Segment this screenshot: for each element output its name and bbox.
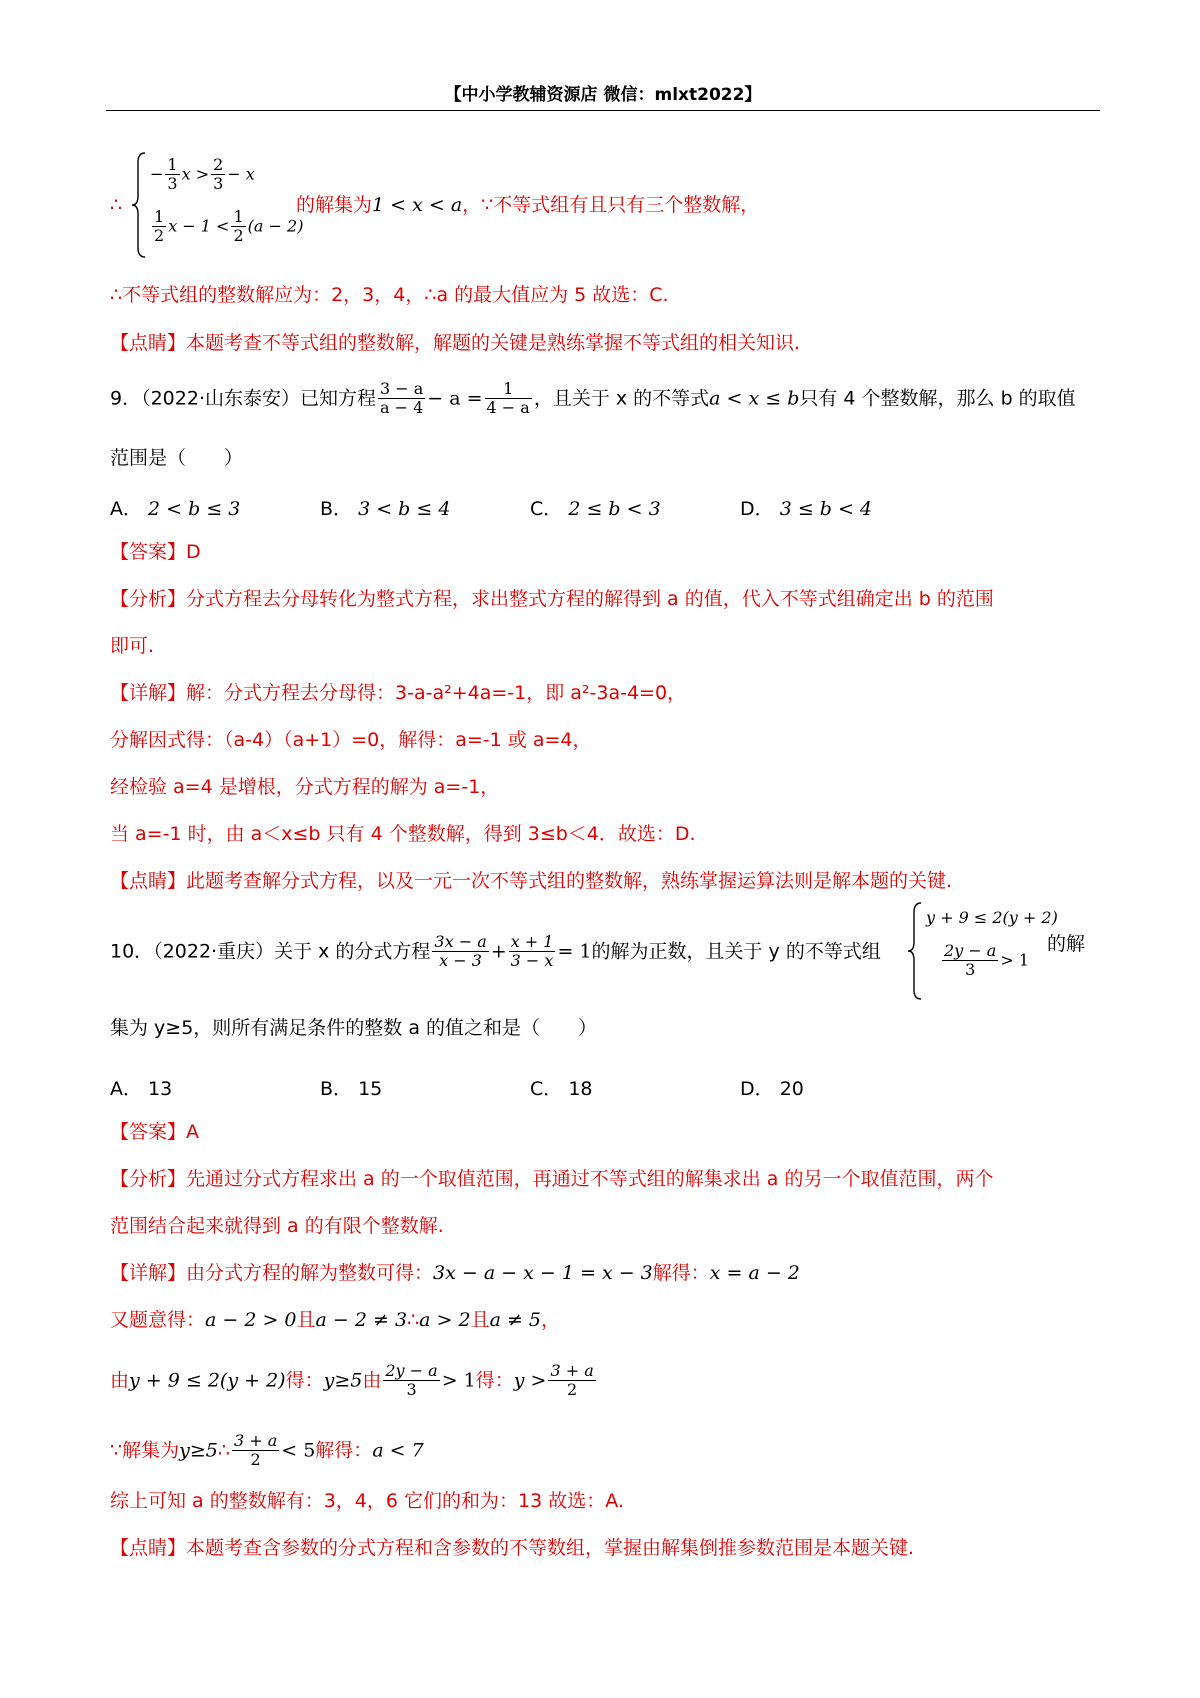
q9-answer: 【答案】D <box>110 541 201 563</box>
q10-detail-line3: 由y + 9 ≤ 2(y + 2)得：y≥5由 $\frac{2y - a}{3}$ > 1得：y > $\frac{3 + a}{2}$ <box>110 1361 594 1400</box>
q10-answer: 【答案】A <box>110 1121 199 1143</box>
q10-stem-line2: 集为 y≥5，则所有满足条件的整数 a 的值之和是（ ） <box>110 1017 598 1039</box>
q9-detail-line1: 【详解】解：分式方程去分母得：3-a-a²+4a=-1，即 a²-3a-4=0， <box>110 682 687 704</box>
q10-option-a[interactable]: A． 13 <box>110 1078 173 1100</box>
q9-analysis-line2: 即可. <box>110 635 155 657</box>
q10-system-row2: $\frac{2y - a}{3}$ > 1 <box>944 941 1030 980</box>
q10-stem-suffix: 的解 <box>1047 933 1086 955</box>
q9-comment: 【点睛】此题考查解分式方程，以及一元一次不等式组的整数解，熟练掌握运算法则是解本题的关键. <box>110 870 953 892</box>
q9-option-b[interactable]: B． 3 < b ≤ 4 <box>320 498 451 520</box>
q10-analysis-line1: 【分析】先通过分式方程求出 a 的一个取值范围，再通过不等式组的解集求出 a 的另一个取值范围，两个 <box>110 1168 994 1190</box>
block1-integer-solutions: ∴不等式组的整数解应为：2，3，4，∴a 的最大值应为 5 故选：C. <box>110 284 669 306</box>
header-divider <box>106 110 1100 111</box>
q10-detail-line4: ∵解集为y≥5∴ $\frac{3 + a}{2}$ < 5解得：a < 7 <box>110 1431 424 1470</box>
block1-conclusion: 的解集为1 < x < a，∵不等式组有且只有三个整数解， <box>296 194 760 216</box>
q10-detail-line5: 综上可知 a 的整数解有：3，4，6 它们的和为：13 故选：A. <box>110 1490 624 1512</box>
q10-option-c[interactable]: C． 18 <box>530 1078 593 1100</box>
left-brace-icon <box>130 150 148 260</box>
system1-row2: $\frac{1}{2}$ x − 1 < $\frac{1}{2}$ (a − 2) <box>154 207 304 246</box>
q9-detail-line2: 分解因式得：（a-4）（a+1）=0，解得：a=-1 或 a=4， <box>110 729 592 751</box>
system1-row1: − $\frac{1}{3}$ x > $\frac{2}{3}$ − x <box>150 155 255 194</box>
q9-stem-line2: 范围是（ ） <box>110 447 244 469</box>
therefore-symbol: ∴ <box>110 194 123 216</box>
q10-analysis-line2: 范围结合起来就得到 a 的有限个整数解. <box>110 1215 444 1237</box>
q10-option-b[interactable]: B． 15 <box>320 1078 383 1100</box>
q9-detail-line4: 当 a=-1 时，由 a＜x≤b 只有 4 个整数解，得到 3≤b＜4．故选：D. <box>110 823 696 845</box>
q10-detail-line1: 【详解】由分式方程的解为整数可得：3x − a − x − 1 = x − 3解得：x = a − 2 <box>110 1262 800 1284</box>
q9-option-d[interactable]: D． 3 ≤ b < 4 <box>740 498 873 520</box>
block1-comment: 【点睛】本题考查不等式组的整数解，解题的关键是熟练掌握不等式组的相关知识. <box>110 332 801 354</box>
q9-option-a[interactable]: A． 2 < b ≤ 3 <box>110 498 241 520</box>
q10-detail-line2: 又题意得：a − 2 > 0且a − 2 ≠ 3∴a > 2且a ≠ 5， <box>110 1309 561 1331</box>
q10-system-row1: y + 9 ≤ 2(y + 2) <box>926 908 1058 927</box>
page-header: 【中小学教辅资源店 微信：mlxt2022】 <box>444 85 762 105</box>
q9-detail-line3: 经检验 a=4 是增根，分式方程的解为 a=-1， <box>110 776 500 798</box>
q9-option-c[interactable]: C． 2 ≤ b < 3 <box>530 498 661 520</box>
q10-option-d[interactable]: D． 20 <box>740 1078 804 1100</box>
q9-analysis-line1: 【分析】分式方程去分母转化为整式方程，求出整式方程的解得到 a 的值，代入不等式组确定出 b 的范围 <box>110 588 994 610</box>
q9-stem-line1: 9．（2022·山东泰安）已知方程 $\frac{3 - a}{a - 4}$ − a = $\frac{1}{4 - a}$ ，且关于 x 的不等式a < x ≤ b只有 4 个整数解，那么 b 的取值 <box>110 379 1076 418</box>
q10-comment: 【点睛】本题考查含参数的分式方程和含参数的不等数组，掌握由解集倒推参数范围是本题关键. <box>110 1537 915 1559</box>
q10-system-brace-icon <box>906 900 924 1002</box>
q10-stem-line1: 10．（2022·重庆）关于 x 的分式方程 $\frac{3x - a}{x - 3}$ + $\frac{x + 1}{3 - x}$ = 1的解为正数，且关于 y 的不等式组 <box>110 932 881 971</box>
